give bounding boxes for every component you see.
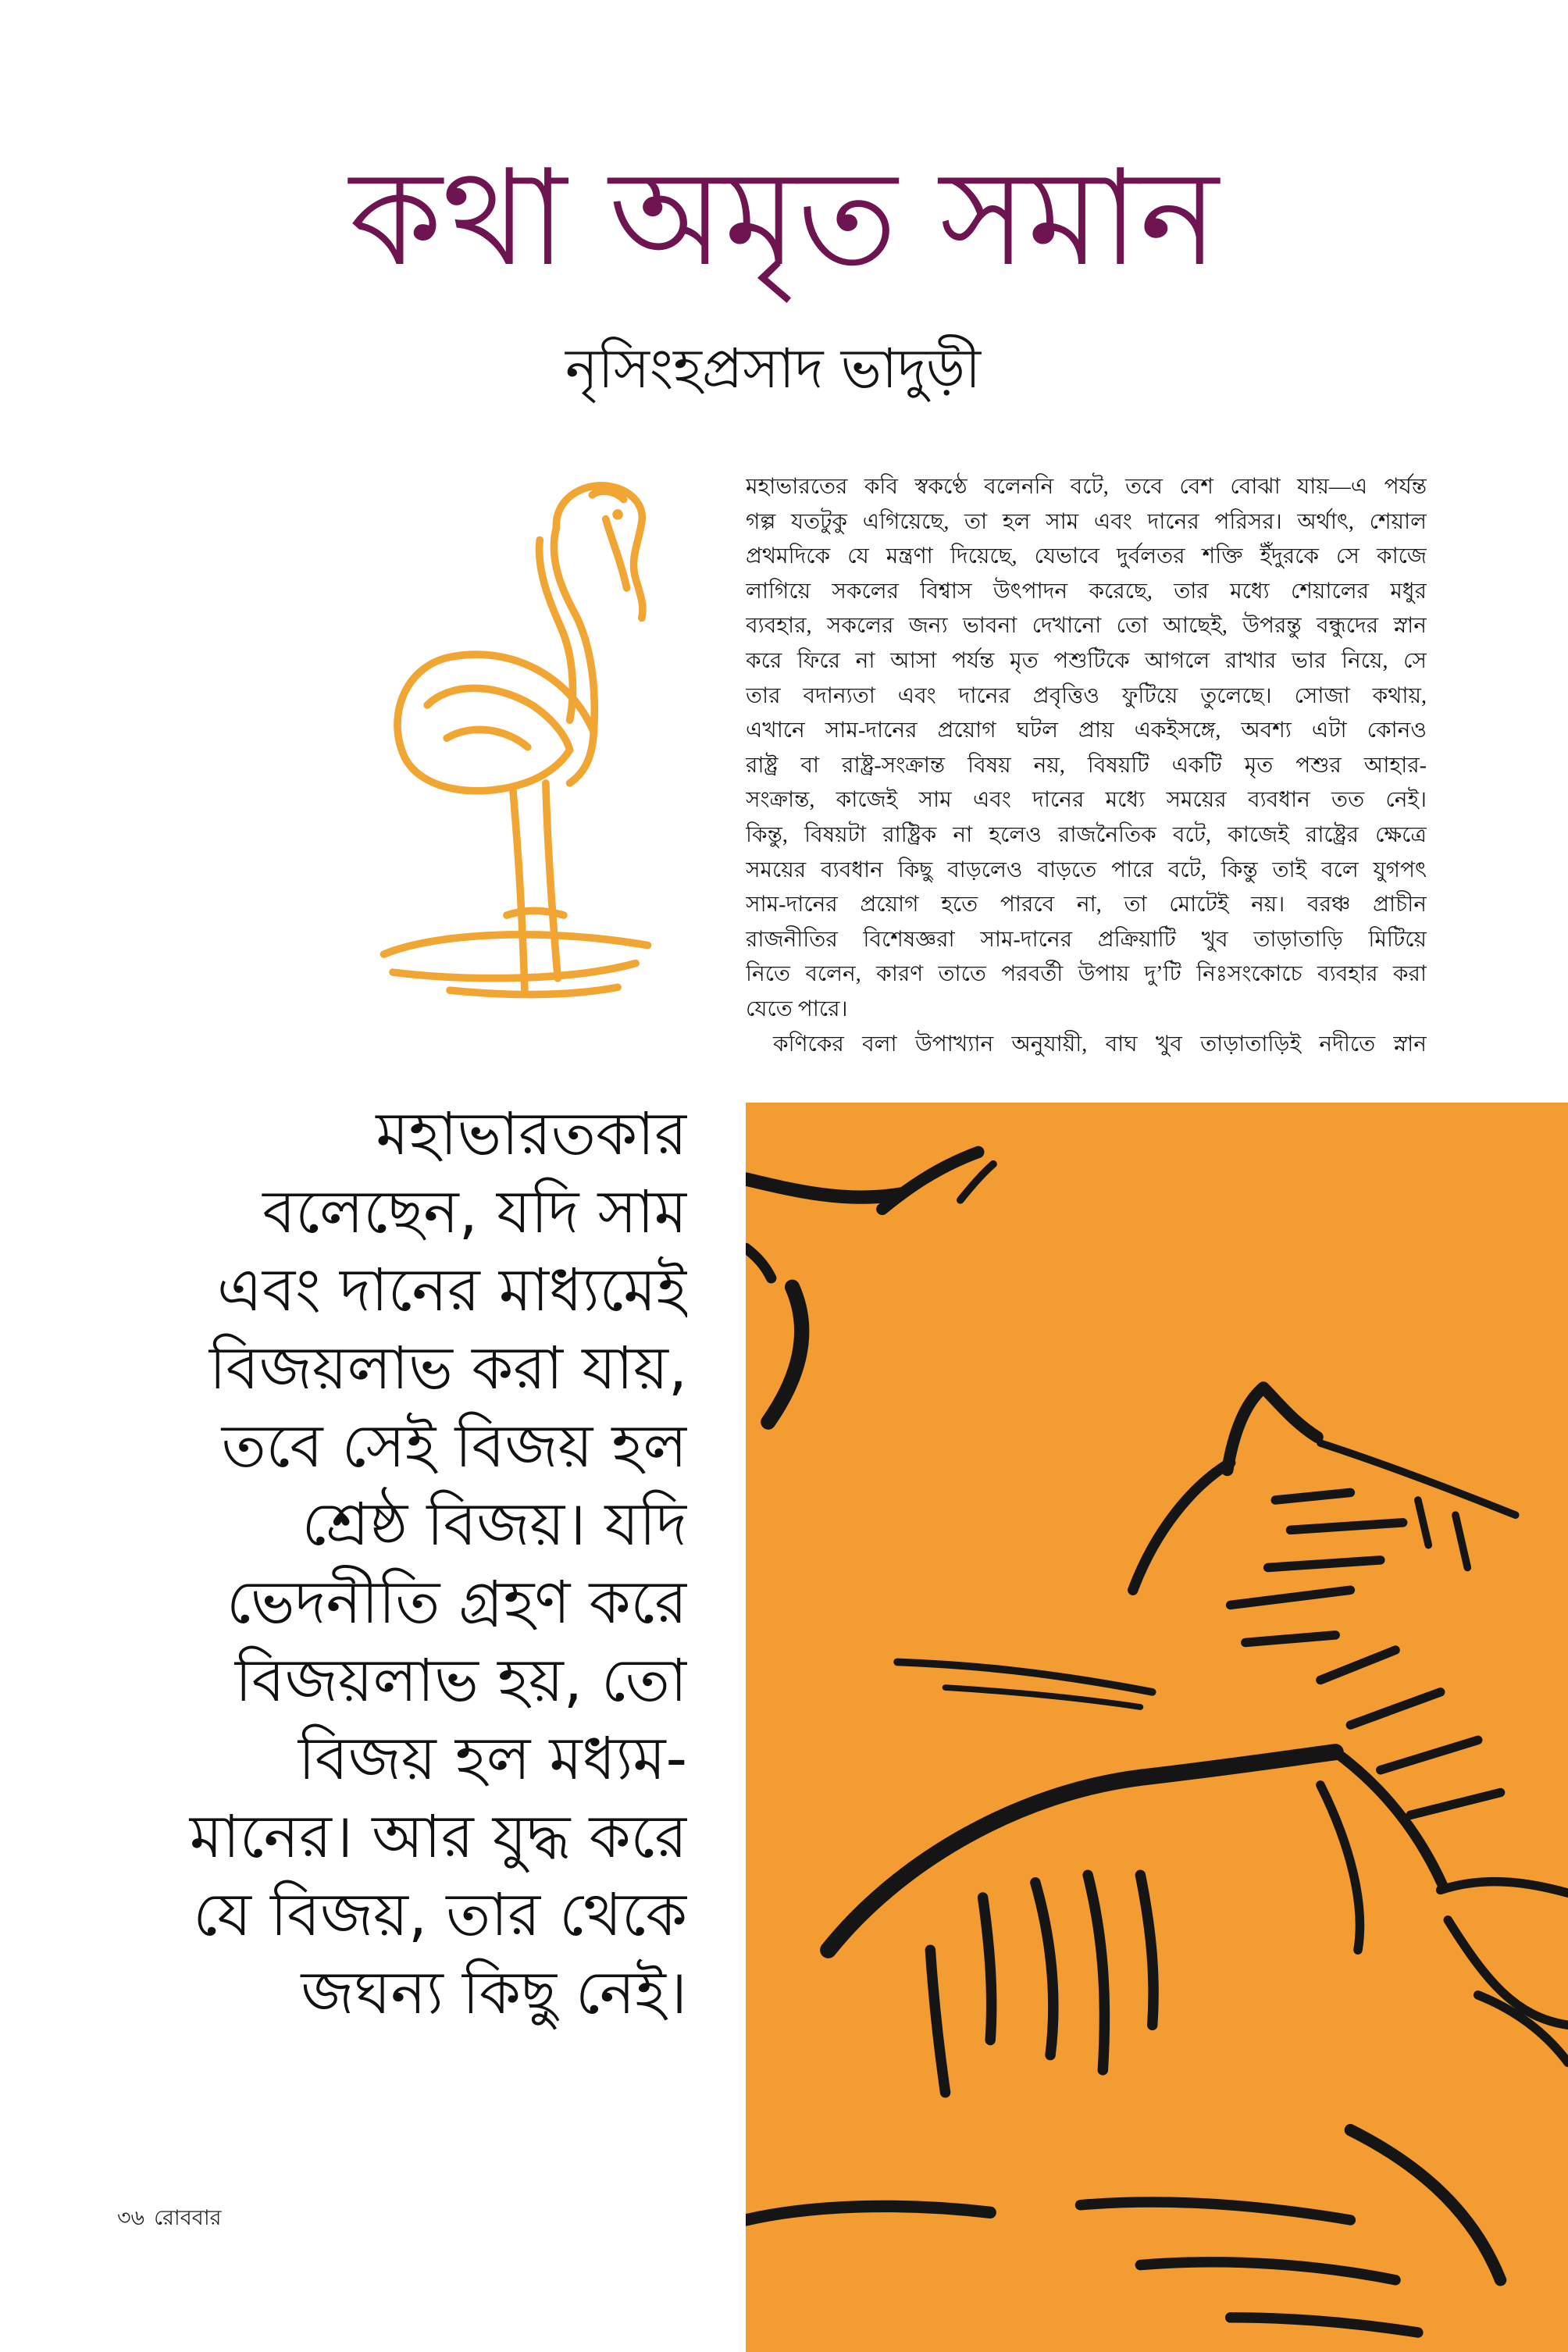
flamingo-illustration — [375, 472, 675, 1013]
water-ripple-stroke — [384, 935, 648, 954]
pull-quote-line: এবং দানের মাধ্যমেই — [217, 1255, 687, 1324]
text-line: করে ফিরে না আসা পর্যন্ত মৃত পশুটিকে আগলে রাখার ভার নিয়ে, সে — [746, 648, 1427, 673]
flamingo-leg-stroke — [513, 788, 525, 993]
text-line: লাগিয়ে সকলের বিশ্বাস উৎপাদন করেছে, তার মধ্যে শেয়ালের মধুর — [746, 579, 1427, 604]
text-line: নিতে বলেন, কারণ তাতে পরবর্তী উপায় দু’টি নিঃসংকোচে ব্যবহার করা — [746, 962, 1427, 987]
pull-quote-line: বিজয়লাভ করা যায়, — [208, 1333, 687, 1402]
flamingo-leg-stroke — [546, 783, 558, 978]
flamingo-wing-inner-stroke — [447, 729, 528, 747]
text-line: যেতে পারে। — [746, 996, 848, 1021]
flamingo-body-stroke — [397, 654, 593, 791]
pull-quote-line: বলেছেন, যদি সাম — [262, 1177, 687, 1246]
paragraph — [746, 470, 1427, 1028]
page-number: ৩৬ — [117, 2206, 145, 2229]
flamingo-neck-stroke — [554, 528, 594, 783]
text-line: সাম-দানের প্রয়োগ হতে পারবে না, তা মোটেই নয়। বরঞ্চ প্রাচীন — [746, 893, 1427, 918]
text-line: মহাভারতের কবি স্বকণ্ঠে বলেননি বটে, তবে বেশ বোঝা যায়—এ পর্যন্ত — [746, 475, 1427, 499]
article-title: কথা অমৃত সমান — [349, 141, 1219, 296]
text-line: তার বদান্যতা এবং দানের প্রবৃত্তিও ফুটিয়ে তুলেছে। সোজা কথায়, — [746, 683, 1427, 708]
article-body — [746, 470, 1427, 1064]
pull-quote-line: মহাভারতকার — [376, 1099, 687, 1168]
text-line: ব্যবহার, সকলের জন্য ভাবনা দেখানো তো আছেই, উপরন্তু বন্ধুদের স্নান — [746, 614, 1427, 639]
text-line: রাষ্ট্র বা রাষ্ট্র-সংক্রান্ত বিষয় নয়, বিষয়টি একটি মৃত পশুর আহার- — [746, 753, 1427, 778]
pull-quote-line: মানের। আর যুদ্ধ করে — [189, 1801, 687, 1871]
water-ripple-stroke — [393, 964, 636, 978]
text-line: এখানে সাম-দানের প্রয়োগ ঘটল প্রায় একইসঙ্গে, অবশ্য এটা কোনও — [746, 718, 1427, 743]
flamingo-line-drawing-icon — [384, 486, 648, 995]
pull-quote-line: ভেদনীতি গ্রহণ করে — [226, 1567, 687, 1637]
tiger-background — [746, 1103, 1568, 2352]
flamingo-knee-stroke — [507, 911, 564, 915]
author-name: নৃসিংহপ্রসাদ ভাদুড়ী — [565, 337, 981, 401]
text-line: প্রথমদিকে যে মন্ত্রণা দিয়েছে, যেভাবে দুর্বলতর শক্তি ইঁদুরকে সে কাজে — [746, 544, 1427, 569]
pull-quote-line: জঘন্য কিছু নেই। — [301, 1958, 687, 2027]
flamingo-eye — [612, 509, 622, 519]
pull-quote-line: তবে সেই বিজয় হল — [221, 1411, 687, 1481]
magazine-name: রোববার — [154, 2206, 222, 2229]
text-line: রাজনীতির বিশেষজ্ঞরা সাম-দানের প্রক্রিয়াটি খুব তাড়াতাড়ি মিটিয়ে — [746, 927, 1427, 952]
pull-quote-line: বিজয় হল মধ্যম- — [298, 1723, 687, 1793]
pull-quote-line: যে বিজয়, তার থেকে — [193, 1880, 687, 1949]
paragraph — [746, 1028, 1427, 1063]
flamingo-beak-stroke — [633, 522, 643, 618]
pull-quote-line: বিজয়লাভ হয়, তো — [234, 1645, 687, 1715]
text-line: সময়ের ব্যবধান কিছু বাড়লেও বাড়তে পারে বটে, কিন্তু তাই বলে যুগপৎ — [746, 857, 1427, 882]
flamingo-crest-stroke — [592, 491, 623, 499]
text-line: গল্প যতটুকু এগিয়েছে, তা হল সাম এবং দানের পরিসর। অর্থাৎ, শেয়াল — [746, 509, 1427, 534]
text-line: কিন্তু, বিষয়টা রাষ্ট্রিক না হলেও রাজনৈতিক বটে, কাজেই রাষ্ট্রের ক্ষেত্রে — [746, 822, 1427, 847]
page-footer — [117, 2202, 429, 2233]
tiger-illustration — [746, 1103, 1568, 2352]
flamingo-beak-lower-stroke — [606, 519, 627, 588]
water-ripple-stroke — [450, 987, 618, 994]
text-line: কণিকের বলা উপাখ্যান অনুযায়ী, বাঘ খুব তাড়াতাড়িই নদীতে স্নান — [773, 1032, 1427, 1057]
pull-quote-line: শ্রেষ্ঠ বিজয়। যদি — [301, 1489, 687, 1559]
pull-quote — [187, 1095, 687, 2040]
text-line: সংক্রান্ত, কাজেই সাম এবং দানের মধ্যে সময়ের ব্যবধান তত নেই। — [746, 788, 1427, 813]
